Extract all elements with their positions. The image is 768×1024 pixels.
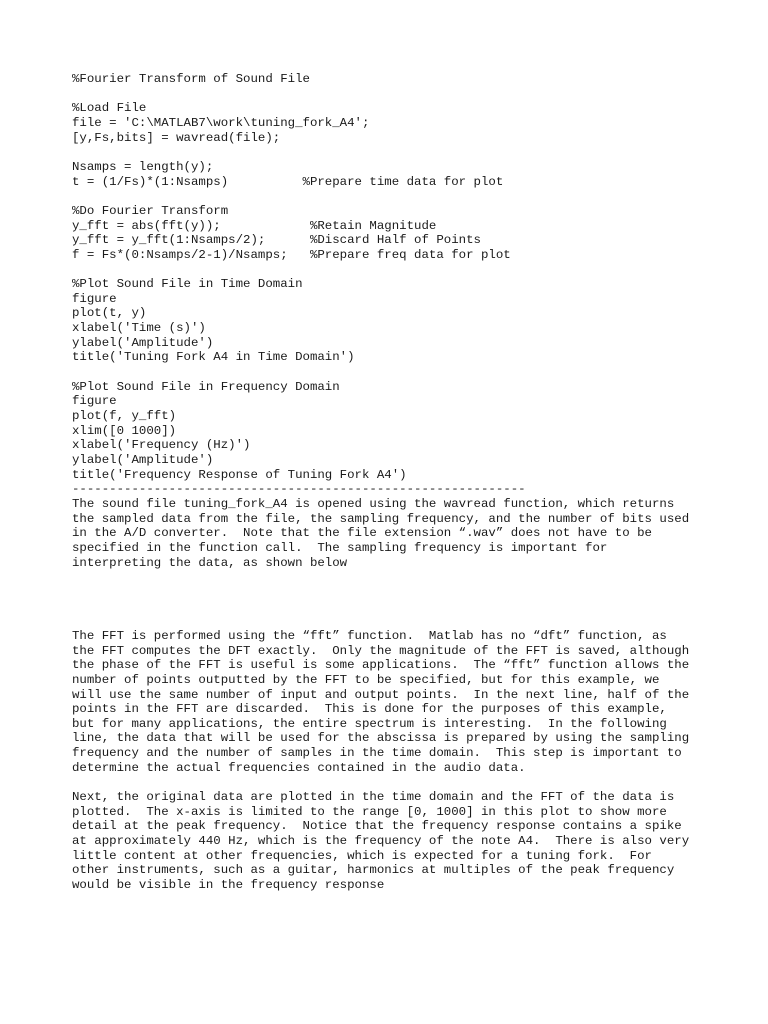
blank-line (72, 365, 712, 380)
text-line: the sampled data from the file, the sampling frequency, and the number of bits used (72, 511, 690, 526)
code-line: plot(f, y_fft) (72, 409, 177, 424)
code-block-plot-frequency-domain (72, 380, 712, 483)
text-line: but for many applications, the entire spectrum is interesting. In the following (72, 716, 667, 731)
blank-line (72, 189, 712, 204)
code-line: figure (72, 394, 117, 409)
code-block-fourier-transform (72, 204, 712, 263)
code-header-comment: %Fourier Transform of Sound File (72, 72, 310, 86)
explanation-paragraph-1 (72, 497, 712, 570)
code-line: f = Fs*(0:Nsamps/2-1)/Nsamps; %Prepare freq data for plot (72, 247, 511, 262)
blank-line (72, 145, 712, 160)
code-line: [y,Fs,bits] = wavread(file); (72, 130, 281, 145)
explanation-paragraph-2 (72, 629, 712, 776)
code-line: y_fft = y_fft(1:Nsamps/2); %Discard Half of Points (72, 233, 481, 248)
text-line: the phase of the FFT is useful is some applications. The “fft” function allows the (72, 658, 690, 673)
explanation-text (72, 497, 712, 893)
code-line: t = (1/Fs)*(1:Nsamps) %Prepare time data for plot (72, 174, 504, 189)
text-line: at approximately 440 Hz, which is the frequency of the note A4. There is also very (72, 834, 690, 849)
text-line: frequency and the number of samples in the time domain. This step is important to (72, 746, 682, 761)
text-line: would be visible in the frequency response (72, 878, 385, 893)
code-line: ylabel('Amplitude') (72, 335, 214, 350)
explanation-paragraph-3 (72, 790, 712, 893)
text-line: interpreting the data, as shown below (72, 555, 348, 570)
code-line: file = 'C:\MATLAB7\work\tuning_fork_A4'; (72, 115, 370, 130)
blank-line (72, 87, 712, 102)
code-block-plot-time-domain (72, 277, 712, 365)
separator-line: ------------------------------------------------------------- (72, 482, 526, 497)
code-line: figure (72, 291, 117, 306)
text-line: The sound file tuning_fork_A4 is opened using the wavread function, which returns (72, 496, 675, 511)
code-line: title('Frequency Response of Tuning Fork A4') (72, 467, 407, 482)
code-line: %Load File (72, 101, 147, 116)
text-line: specified in the function call. The sampling frequency is important for (72, 540, 608, 555)
text-line: little content at other frequencies, which is expected for a tuning fork. For (72, 848, 652, 863)
code-line: ylabel('Amplitude') (72, 452, 214, 467)
code-line: %Do Fourier Transform (72, 203, 229, 218)
text-line: determine the actual frequencies contained in the audio data. (72, 760, 526, 775)
text-line: the FFT computes the DFT exactly. Only the magnitude of the FFT is saved, although (72, 643, 690, 658)
document-page (72, 72, 712, 893)
text-line: in the A/D converter. Note that the file extension “.wav” does not have to be (72, 526, 652, 541)
code-line: title('Tuning Fork A4 in Time Domain') (72, 350, 355, 365)
code-block-time-data (72, 160, 712, 189)
text-line: Next, the original data are plotted in the time domain and the FFT of the data is (72, 790, 675, 805)
code-line: %Plot Sound File in Time Domain (72, 277, 303, 292)
code-block-load-file (72, 101, 712, 145)
text-line: will use the same number of input and output points. In the next line, half of the (72, 687, 690, 702)
blank-line (72, 570, 712, 585)
code-line: plot(t, y) (72, 306, 147, 321)
code-line: xlim([0 1000]) (72, 423, 177, 438)
text-line: line, the data that will be used for the abscissa is prepared by using the sampling (72, 731, 690, 746)
text-line: The FFT is performed using the “fft” function. Matlab has no “dft” function, as (72, 628, 667, 643)
code-line: Nsamps = length(y); (72, 159, 214, 174)
code-line: xlabel('Time (s)') (72, 321, 206, 336)
code-line: y_fft = abs(fft(y)); %Retain Magnitude (72, 218, 437, 233)
text-line: points in the FFT are discarded. This is done for the purposes of this example, (72, 702, 667, 717)
figure-gap (72, 585, 712, 629)
blank-line (72, 262, 712, 277)
code-line: xlabel('Frequency (Hz)') (72, 438, 251, 453)
code-line: %Plot Sound File in Frequency Domain (72, 379, 340, 394)
text-line: plotted. The x-axis is limited to the range [0, 1000] in this plot to show more (72, 804, 667, 819)
text-line: other instruments, such as a guitar, harmonics at multiples of the peak frequency (72, 863, 675, 878)
code-listing (72, 72, 712, 497)
text-line: detail at the peak frequency. Notice that the frequency response contains a spike (72, 819, 682, 834)
text-line: number of points outputted by the FFT to be specified, but for this example, we (72, 672, 660, 687)
blank-line (72, 775, 712, 790)
